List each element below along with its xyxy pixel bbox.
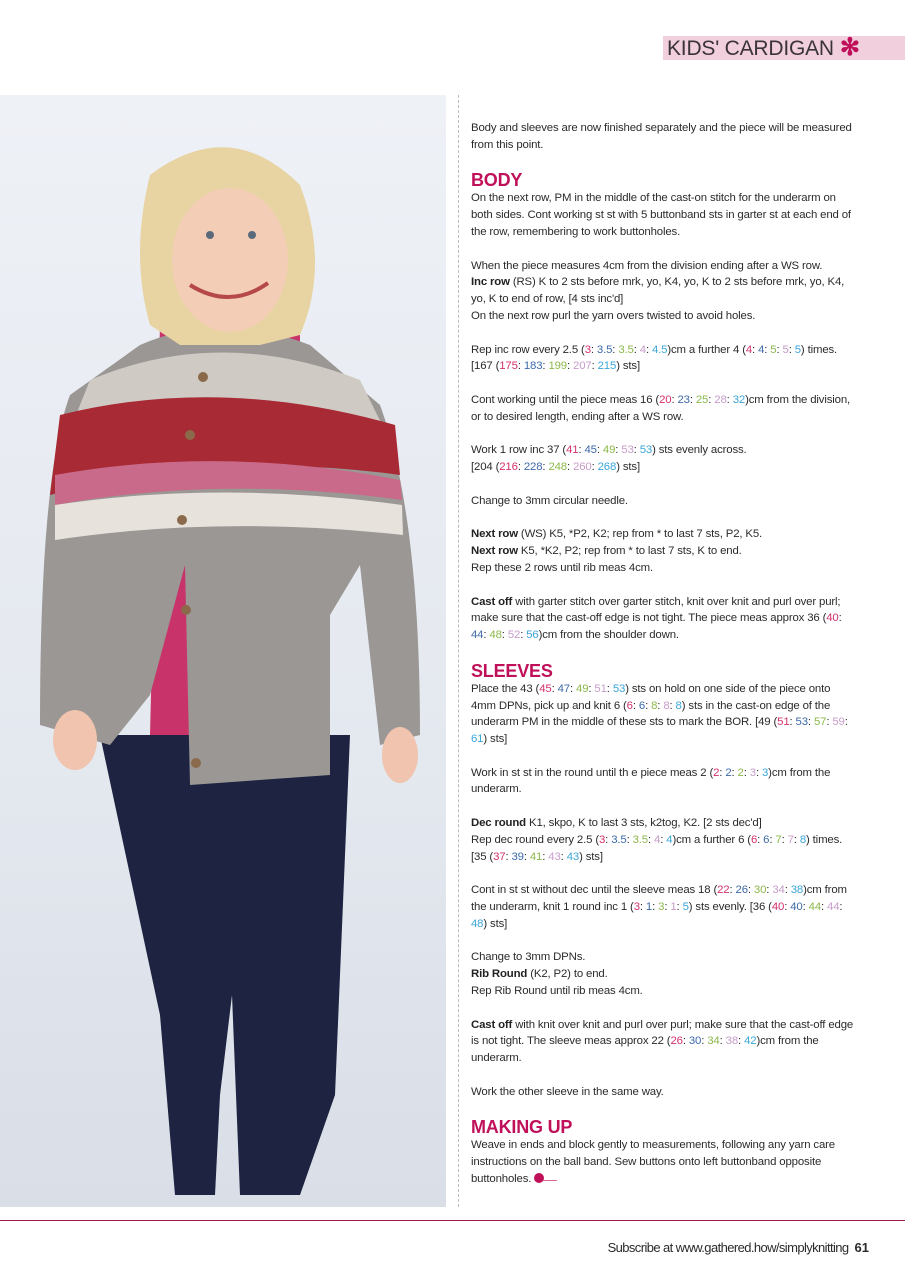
size-value: 3 xyxy=(761,766,769,779)
text: Rep Rib Round until rib meas 4cm. xyxy=(471,985,643,998)
size-value: 34 xyxy=(772,884,785,897)
text: Rep inc row every 2.5 xyxy=(471,343,582,356)
size-value: 8 xyxy=(799,833,806,846)
size-values: (216: 228: 248: 260: 268) xyxy=(495,461,620,474)
size-value: 44 xyxy=(808,901,822,914)
size-value: 48 xyxy=(471,917,484,930)
size-value: 3.5 xyxy=(618,343,634,356)
text: [204 xyxy=(471,461,496,474)
paragraph xyxy=(471,120,855,154)
size-value: 40 xyxy=(771,901,785,914)
size-value: 5 xyxy=(794,343,801,356)
page-number: 61 xyxy=(854,1240,869,1255)
text: (WS) K5, *P2, K2; rep from * to last 7 sts, P2, K5. xyxy=(517,528,763,541)
size-value: 44 xyxy=(471,629,484,642)
paragraph xyxy=(471,1137,855,1187)
size-value: 53 xyxy=(612,682,626,695)
size-value: 52 xyxy=(507,629,521,642)
size-value: 34 xyxy=(707,1035,720,1048)
section-heading: BODY xyxy=(471,170,523,191)
paragraph xyxy=(471,681,855,748)
size-values: (22: 26: 30: 34: 38) xyxy=(713,884,807,897)
size-value: 53 xyxy=(795,716,808,729)
size-value: 32 xyxy=(732,393,746,406)
paragraph xyxy=(471,392,855,426)
subscribe-link[interactable]: Subscribe at www.gathered.how/simplyknitting xyxy=(607,1240,849,1255)
paragraph xyxy=(471,882,855,932)
size-value: 23 xyxy=(677,393,690,406)
text: Change to 3mm DPNs. xyxy=(471,951,586,964)
size-value: 248 xyxy=(548,461,567,474)
photo-girl-in-cardigan xyxy=(0,95,446,1207)
size-values: (26: 30: 34: 38: 42) xyxy=(666,1035,761,1048)
size-value: 61 xyxy=(471,733,484,746)
size-value: 6 xyxy=(763,833,770,846)
size-value: 20 xyxy=(659,393,672,406)
text: sts on hold on one side of the piece onto 4mm DPNs, pick up and knit 6 xyxy=(471,682,831,712)
size-value: 45 xyxy=(539,682,552,695)
paragraph xyxy=(471,190,855,240)
paragraph xyxy=(471,526,855,576)
size-value: 199 xyxy=(548,360,567,373)
column-divider xyxy=(458,95,459,1207)
paragraph xyxy=(471,949,855,999)
size-value: 43 xyxy=(566,850,580,863)
size-value: 53 xyxy=(639,444,653,457)
size-value: 51 xyxy=(594,682,607,695)
size-value: 40 xyxy=(790,901,803,914)
size-value: 43 xyxy=(548,850,561,863)
paragraph xyxy=(471,1084,855,1101)
size-values: (40: 44: 48: 52: 56) xyxy=(471,612,842,642)
size-value: 59 xyxy=(832,716,845,729)
size-value: 6 xyxy=(638,699,646,712)
paragraph xyxy=(471,442,855,476)
paragraph xyxy=(471,258,855,325)
text: Work the other sleeve in the same way. xyxy=(471,1085,664,1098)
size-value: 5 xyxy=(782,343,789,356)
size-value: 4.5 xyxy=(651,343,668,356)
size-value: 260 xyxy=(573,461,592,474)
size-value: 1 xyxy=(670,901,677,914)
bold-term: Next row xyxy=(471,528,518,541)
size-value: 37 xyxy=(493,850,506,863)
text: cm a further 4 xyxy=(671,343,743,356)
size-values: (45: 47: 49: 51: 53) xyxy=(535,682,629,695)
text: Weave in ends and block gently to measurements, following any yarn care instructions on the ball band. Sew buttons onto left buttonband opposite buttonholes. xyxy=(471,1139,835,1186)
pattern-text-column xyxy=(471,120,855,1205)
size-value: 51 xyxy=(777,716,790,729)
section-heading: SLEEVES xyxy=(471,660,553,681)
size-value: 26 xyxy=(735,884,748,897)
text: with knit over knit and purl over purl; make sure that the cast-off edge is not tight. The sleeve meas approx 22 xyxy=(471,1018,854,1048)
size-value: 57 xyxy=(813,716,827,729)
size-value: 56 xyxy=(526,629,539,642)
text: When the piece measures 4cm from the division ending after a WS row. xyxy=(471,259,823,272)
size-value: 1 xyxy=(645,901,653,914)
size-value: 38 xyxy=(790,884,804,897)
text: sts evenly. [36 xyxy=(692,901,769,914)
bold-term: Cast off xyxy=(471,1018,513,1031)
size-value: 8 xyxy=(663,699,670,712)
text: Place the 43 xyxy=(471,682,536,695)
size-value: 4 xyxy=(639,343,646,356)
paragraph xyxy=(471,765,855,799)
star-icon: ✻ xyxy=(839,34,860,61)
text: times. [35 xyxy=(471,833,843,863)
size-value: 175 xyxy=(499,360,518,373)
size-value: 3 xyxy=(658,901,665,914)
text: times. [167 xyxy=(471,343,838,373)
footer-rule xyxy=(0,1220,905,1221)
size-values: (3: 1: 3: 1: 5) xyxy=(630,901,693,914)
text: sts] xyxy=(619,461,640,474)
size-value: 3 xyxy=(749,766,756,779)
text: Rep these 2 rows until rib meas 4cm. xyxy=(471,561,653,574)
text: sts] xyxy=(582,850,603,863)
text: sts] xyxy=(487,917,508,930)
text: (RS) K to 2 sts before mrk, yo, K4, yo, K to 2 sts before mrk, yo, K4, yo, K to end of row, [4 sts inc'd] xyxy=(471,276,845,306)
yarn-ball-icon xyxy=(534,1173,544,1183)
size-values: (4: 4: 5: 5: 5) xyxy=(742,343,805,356)
section-title xyxy=(667,35,860,62)
bold-term: Inc row xyxy=(471,276,510,289)
text: On the next row purl the yarn overs twisted to avoid holes. xyxy=(471,309,756,322)
size-value: 38 xyxy=(725,1035,739,1048)
section-title-text: KIDS' CARDIGAN xyxy=(667,37,834,60)
bold-term: Rib Round xyxy=(471,968,528,981)
size-value: 4 xyxy=(654,833,661,846)
size-value: 30 xyxy=(753,884,767,897)
text: cm from the shoulder down. xyxy=(542,629,679,642)
size-value: 26 xyxy=(670,1035,683,1048)
size-value: 3.5 xyxy=(611,833,627,846)
size-value: 3 xyxy=(598,833,606,846)
text: with garter stitch over garter stitch, knit over knit and purl over purl; make sure that the cast-off edge is not tight. The piece meas approx 36 xyxy=(471,595,841,625)
size-value: 48 xyxy=(489,629,502,642)
paragraph xyxy=(471,594,855,644)
size-value: 3.5 xyxy=(632,833,648,846)
text: cm a further 6 xyxy=(676,833,748,846)
text: cm from the underarm. xyxy=(471,766,831,796)
size-value: 30 xyxy=(688,1035,702,1048)
size-value: 2 xyxy=(737,766,744,779)
text: cm from the underarm, knit 1 round inc 1 xyxy=(471,884,847,914)
size-value: 207 xyxy=(573,360,592,373)
size-value: 49 xyxy=(602,444,616,457)
size-values: (175: 183: 199: 207: 215) xyxy=(495,360,620,373)
text: Cont in st st without dec until the sleeve meas 18 xyxy=(471,884,714,897)
size-values: (6: 6: 7: 7: 8) xyxy=(747,833,810,846)
size-value: 25 xyxy=(695,393,709,406)
size-value: 183 xyxy=(523,360,543,373)
size-values: (6: 6: 8: 8: 8) xyxy=(623,699,686,712)
text: Rep dec round every 2.5 xyxy=(471,833,596,846)
size-value: 49 xyxy=(576,682,589,695)
size-value: 28 xyxy=(714,393,727,406)
text: sts evenly across. xyxy=(655,444,747,457)
size-value: 2 xyxy=(713,766,720,779)
size-value: 47 xyxy=(557,682,570,695)
size-value: 40 xyxy=(826,612,839,625)
size-value: 3 xyxy=(633,901,640,914)
text: Work 1 row inc 37 xyxy=(471,444,563,457)
size-values: (20: 23: 25: 28: 32) xyxy=(655,393,749,406)
size-value: 39 xyxy=(511,850,524,863)
text: sts] xyxy=(487,733,508,746)
text: Work in st st in the round until th e piece meas 2 xyxy=(471,766,710,779)
size-values: (2: 2: 2: 3: 3) xyxy=(709,766,772,779)
size-value: 216 xyxy=(499,461,518,474)
size-values: (3: 3.5: 3.5: 4: 4.5) xyxy=(581,343,672,356)
section-heading: MAKING UP xyxy=(471,1117,573,1138)
size-values: (40: 40: 44: 44: 48) xyxy=(471,901,843,930)
size-value: 6 xyxy=(626,699,633,712)
size-value: 5 xyxy=(770,343,777,356)
size-value: 7 xyxy=(787,833,794,846)
paragraph xyxy=(471,342,855,376)
paragraph xyxy=(471,493,855,510)
text: sts in the cast-on edge of the underarm PM in the middle of these sts to mark the BOR. [49 xyxy=(471,699,831,729)
size-value: 3.5 xyxy=(596,343,613,356)
size-value: 215 xyxy=(597,360,617,373)
text: cm from the underarm. xyxy=(471,1035,819,1065)
bold-term: Dec round xyxy=(471,817,526,830)
text: (K2, P2) to end. xyxy=(527,968,608,981)
text: K5, *K2, P2; rep from * to last 7 sts, K to end. xyxy=(517,545,742,558)
text: sts] xyxy=(619,360,640,373)
bold-term: Next row xyxy=(471,545,518,558)
paragraph xyxy=(471,815,855,865)
size-value: 3 xyxy=(584,343,591,356)
size-value: 42 xyxy=(744,1035,757,1048)
size-values: (51: 53: 57: 59: 61) xyxy=(471,716,848,746)
size-value: 8 xyxy=(651,699,658,712)
size-value: 41 xyxy=(529,850,543,863)
size-value: 228 xyxy=(523,461,543,474)
text: Change to 3mm circular needle. xyxy=(471,494,628,507)
size-value: 53 xyxy=(621,444,634,457)
paragraph xyxy=(471,1017,855,1067)
size-values: (41: 45: 49: 53: 53) xyxy=(562,444,656,457)
size-value: 6 xyxy=(750,833,758,846)
size-value: 2 xyxy=(725,766,732,779)
size-value: 7 xyxy=(775,833,782,846)
size-value: 4 xyxy=(666,833,673,846)
footer xyxy=(608,1240,869,1255)
size-value: 45 xyxy=(584,444,597,457)
size-value: 8 xyxy=(675,699,682,712)
bold-term: Cast off xyxy=(471,595,513,608)
size-value: 4 xyxy=(758,343,765,356)
size-value: 44 xyxy=(827,901,840,914)
size-value: 41 xyxy=(566,444,579,457)
size-value: 22 xyxy=(717,884,730,897)
size-value: 4 xyxy=(745,343,753,356)
size-value: 268 xyxy=(597,461,617,474)
text: Body and sleeves are now finished separately and the piece will be measured from this point. xyxy=(471,122,852,151)
size-value: 5 xyxy=(682,901,689,914)
text: Cont working until the piece meas 16 xyxy=(471,393,656,406)
size-values: (37: 39: 41: 43: 43) xyxy=(489,850,583,863)
size-values: (3: 3.5: 3.5: 4: 4) xyxy=(595,833,677,846)
text: On the next row, PM in the middle of the cast-on stitch for the underarm on both sides. Cont working st st with 5 buttonband sts in garter st at each end of the row, remembering to work buttonholes. xyxy=(471,192,851,238)
text: cm from the division, or to desired length, ending after a WS row. xyxy=(471,393,851,423)
text: K1, skpo, K to last 3 sts, k2tog, K2. [2 sts dec'd] xyxy=(525,817,762,830)
